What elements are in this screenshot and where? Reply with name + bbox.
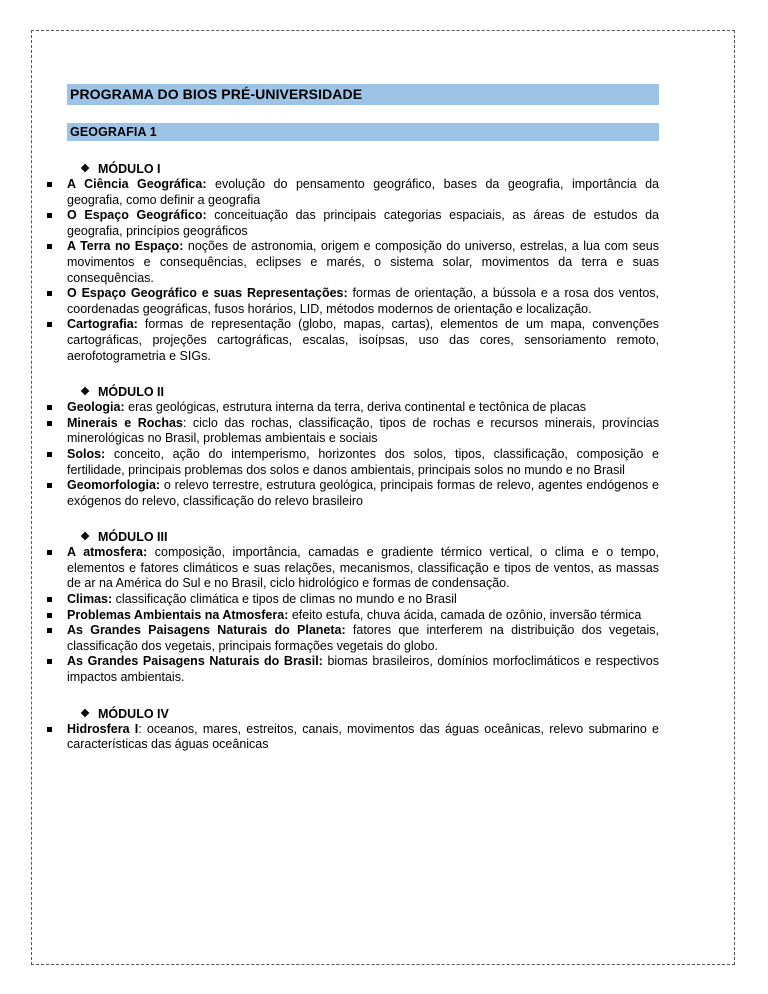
- topic-heading: Minerais e Rochas: [67, 415, 183, 430]
- square-bullet-icon: [47, 421, 52, 426]
- module-title: [67, 529, 659, 545]
- topic-description: conceito, ação do intemperismo, horizontes dos solos, tipos, classificação, composição e fertilidade, principais problemas dos solos e danos ambientais, principais solos no mundo e no Brasil: [67, 446, 659, 477]
- topic-heading: A atmosfera:: [67, 545, 148, 560]
- diamond-bullet-icon: ❖: [80, 163, 90, 175]
- module-title: [67, 706, 659, 722]
- topic-description: : oceanos, mares, estreitos, canais, movimentos das águas oceânicas, relevo submarino e características das águas oceânicas: [67, 721, 659, 752]
- module-section: [67, 161, 659, 364]
- square-bullet-icon: [47, 483, 52, 488]
- module-section: [67, 384, 659, 509]
- topic-description: o relevo terrestre, estrutura geológica, principais formas de relevo, agentes endógenos e exógenos do relevo, classificação do relevo brasileiro: [67, 478, 659, 508]
- square-bullet-icon: [47, 213, 52, 218]
- square-bullet-icon: [47, 597, 52, 602]
- topic-description: classificação climática e tipos de climas no mundo e no Brasil: [112, 592, 457, 607]
- topic-heading: Geomorfologia:: [67, 478, 161, 493]
- module-title-label: MÓDULO III: [98, 530, 168, 545]
- topic-heading: Climas:: [67, 592, 113, 607]
- topic-description: fatores que interferem na distribuição dos vegetais, classificação dos vegetais, principais formações vegetais do globo.: [67, 623, 659, 653]
- topic-item: [67, 400, 659, 416]
- topic-heading: Geologia:: [67, 400, 125, 415]
- square-bullet-icon: [47, 452, 52, 457]
- topic-item: [67, 317, 659, 364]
- module-title: [67, 161, 659, 177]
- module-title-label: MÓDULO II: [98, 385, 164, 400]
- diamond-bullet-icon: ❖: [80, 386, 90, 399]
- module-section: [67, 706, 659, 753]
- square-bullet-icon: [47, 550, 52, 555]
- topic-item: [67, 608, 659, 624]
- topic-description: biomas brasileiros, domínios morfoclimáticos e respectivos impactos ambientais.: [67, 654, 659, 685]
- topic-description: formas de representação (globo, mapas, cartas), elementos de um mapa, convenções cartográficas, projeções cartográficas, escalas, isoípsas, uso das cores, sensoriamento remoto, aerofotogrametria e SIGs.: [67, 317, 659, 363]
- module-title: [67, 384, 659, 400]
- topic-item: [67, 722, 659, 753]
- topic-list: [67, 177, 659, 364]
- topic-description: composição, importância, camadas e gradiente térmico vertical, o clima e o tempo, elementos e fatores climáticos e suas relações, mecanismos, classificação e tipos de ventos, as massas de ar na América do Sul e no Brasil, ciclo hidrológico e formas de condensação.: [67, 545, 659, 591]
- square-bullet-icon: [47, 727, 52, 732]
- topic-item: [67, 286, 659, 317]
- topic-description: : ciclo das rochas, classificação, tipos de rochas e recursos minerais, províncias minerológicas no Brasil, problemas ambientais e sociais: [67, 415, 659, 446]
- square-bullet-icon: [47, 322, 52, 327]
- topic-heading: Cartografia:: [67, 317, 138, 332]
- page-title: PROGRAMA DO BIOS PRÉ-UNIVERSIDADE: [67, 84, 659, 105]
- topic-description: eras geológicas, estrutura interna da terra, deriva continental e tectônica de placas: [124, 400, 587, 415]
- square-bullet-icon: [47, 405, 52, 410]
- topic-heading: O Espaço Geográfico:: [67, 208, 207, 223]
- topic-item: [67, 592, 659, 608]
- topic-item: [67, 447, 659, 478]
- topic-item: [67, 416, 659, 447]
- diamond-bullet-icon: ❖: [80, 531, 90, 544]
- topic-item: [67, 208, 659, 239]
- topic-item: [67, 545, 659, 592]
- topic-description: efeito estufa, chuva ácida, camada de ozônio, inversão térmica: [288, 607, 642, 622]
- topic-description: noções de astronomia, origem e composição do universo, estrelas, a lua com seus movimentos e consequências, eclipses e marés, o sistema solar, movimentos da terra e suas consequências.: [67, 239, 659, 285]
- topic-heading: A Ciência Geográfica:: [67, 177, 207, 191]
- subject-heading: GEOGRAFIA 1: [67, 123, 659, 141]
- topic-description: conceituação das principais categorias espaciais, as áreas de estudos da geografia, princípios geográficos: [67, 208, 659, 238]
- topic-heading: Solos:: [67, 446, 106, 461]
- square-bullet-icon: [47, 628, 52, 633]
- square-bullet-icon: [47, 613, 52, 618]
- topic-description: formas de orientação, a bússola e a rosa dos ventos, coordenadas geográficas, fusos horários, LID, métodos modernos de orientação e localização.: [67, 286, 659, 316]
- topic-heading: As Grandes Paisagens Naturais do Planeta:: [67, 623, 346, 638]
- topic-heading: As Grandes Paisagens Naturais do Brasil:: [67, 654, 323, 669]
- topic-list: [67, 400, 659, 509]
- document-content: [67, 84, 659, 753]
- topic-item: [67, 623, 659, 654]
- topic-item: [67, 654, 659, 685]
- topic-heading: O Espaço Geográfico e suas Representações:: [67, 286, 348, 301]
- modules-container: [67, 161, 659, 753]
- square-bullet-icon: [47, 291, 52, 296]
- diamond-bullet-icon: ❖: [80, 707, 90, 720]
- module-title-label: MÓDULO I: [98, 162, 161, 176]
- module-title-label: MÓDULO IV: [98, 706, 169, 721]
- module-section: [67, 529, 659, 685]
- topic-heading: A Terra no Espaço:: [67, 239, 184, 254]
- square-bullet-icon: [47, 244, 52, 249]
- topic-item: [67, 478, 659, 509]
- square-bullet-icon: [47, 659, 52, 664]
- topic-description: evolução do pensamento geográfico, bases da geografia, importância da geografia, como definir a geografia: [67, 177, 659, 207]
- topic-item: [67, 239, 659, 286]
- topic-heading: Hidrosfera I: [67, 721, 139, 736]
- topic-heading: Problemas Ambientais na Atmosfera:: [67, 607, 289, 622]
- topic-list: [67, 722, 659, 753]
- topic-list: [67, 545, 659, 685]
- square-bullet-icon: [47, 182, 52, 187]
- topic-item: [67, 177, 659, 208]
